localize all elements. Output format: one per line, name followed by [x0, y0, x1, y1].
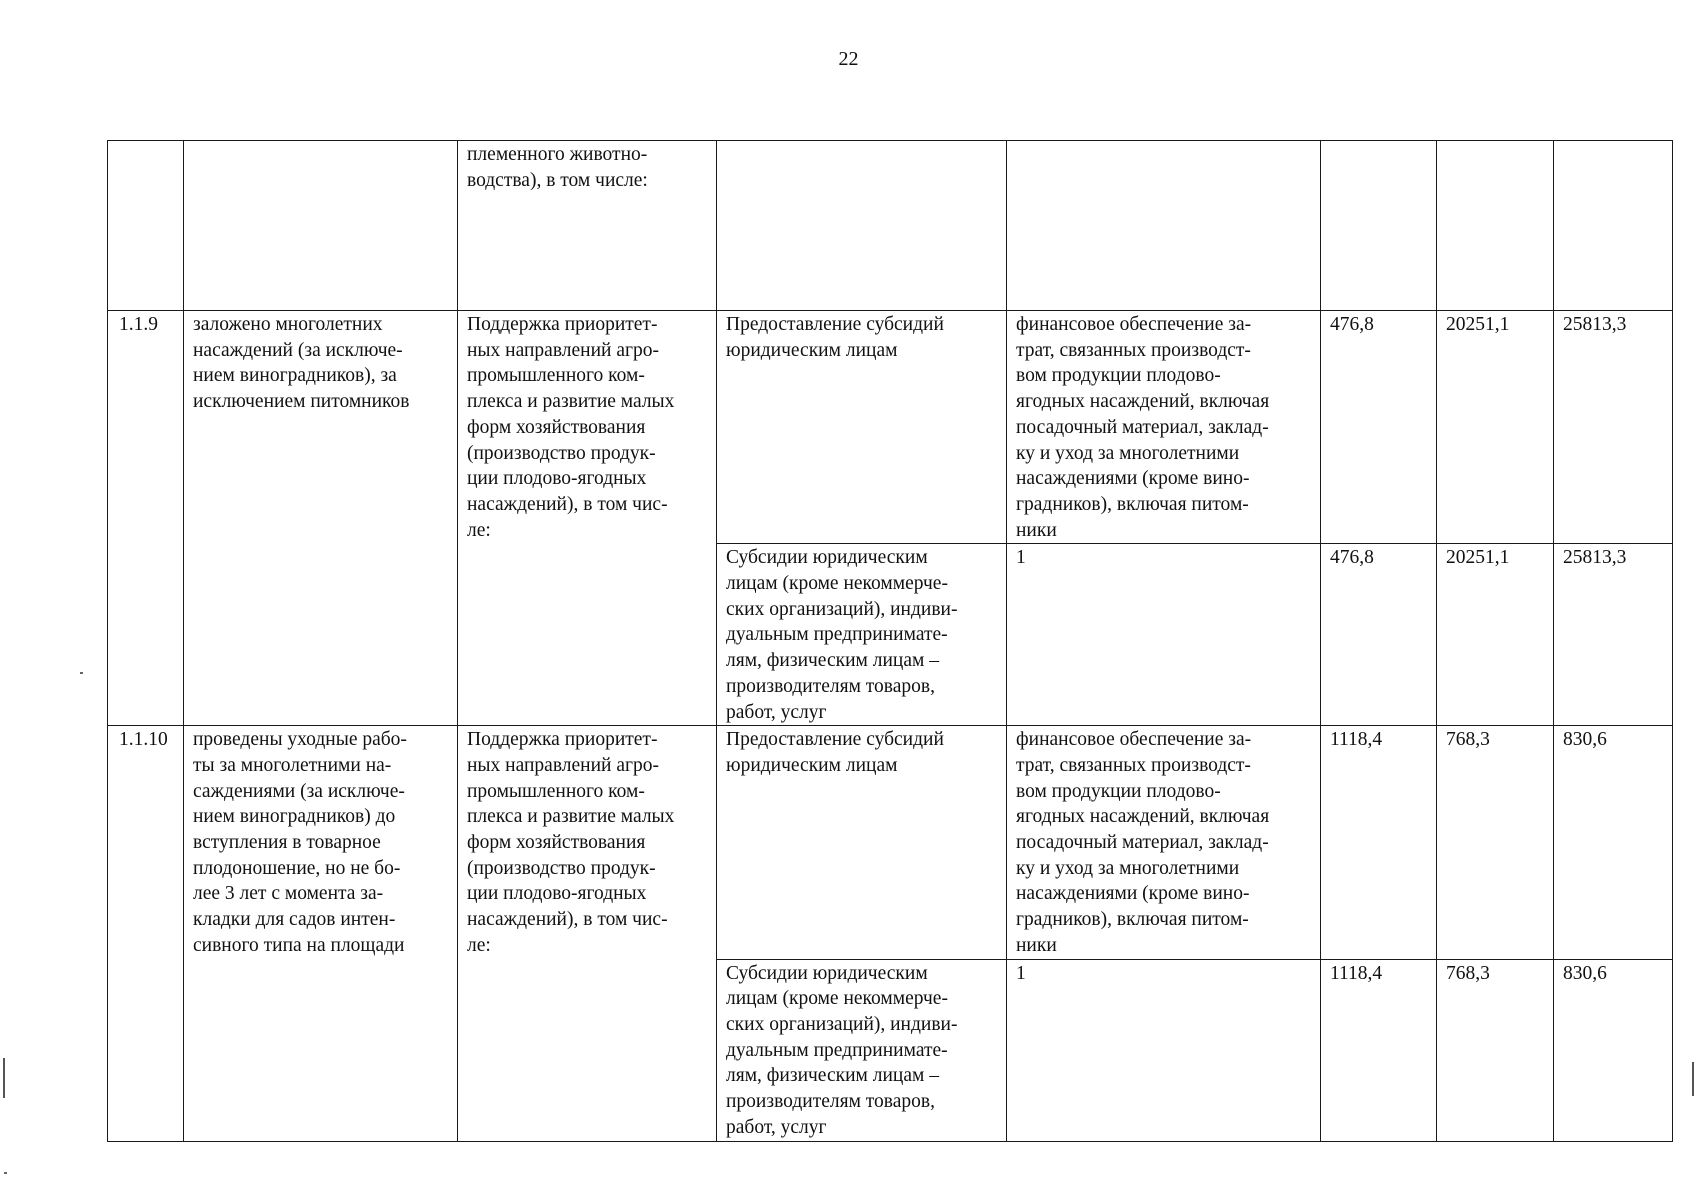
- row-number-cell: 1.1.10: [108, 726, 184, 1141]
- value-cell-3: [1554, 141, 1673, 311]
- table-row: [108, 141, 1673, 311]
- purpose-cell: [1007, 141, 1321, 311]
- value-cell-1: 1118,4: [1321, 959, 1437, 1141]
- result-cell: проведены уходные рабо- ты за многолетними на- саждениями (за исключе- нием виноградников) до вступления в товарное плодоношение, но не бо- лее 3 лет с момента за- кладки для садов интен- сивного типа на площади: [184, 726, 458, 1141]
- table-row: [108, 726, 1673, 959]
- purpose-cell: финансовое обеспечение за- трат, связанных производст- вом продукции плодово- ягодных насаждений, включая посадочный материал, заклад- ку и уход за многолетними насаждениями (кроме вино- градников), включая питом- ники: [1007, 726, 1321, 959]
- expense-type-cell: Предоставление субсидий юридическим лицам: [717, 726, 1007, 959]
- row-number-cell: [108, 141, 184, 311]
- value-cell-3: 830,6: [1554, 726, 1673, 959]
- purpose-cell: финансовое обеспечение за- трат, связанных производст- вом продукции плодово- ягодных насаждений, включая посадочный материал, заклад- ку и уход за многолетними насаждениями (кроме вино- градников), включая питом- ники: [1007, 311, 1321, 544]
- value-cell-2: 768,3: [1437, 959, 1554, 1141]
- budget-table: [107, 140, 1673, 1142]
- value-cell-1: 476,8: [1321, 311, 1437, 544]
- value-cell-2: [1437, 141, 1554, 311]
- value-cell-2: 20251,1: [1437, 311, 1554, 544]
- value-cell-1: [1321, 141, 1437, 311]
- row-number-cell: 1.1.9: [108, 311, 184, 726]
- purpose-cell: 1: [1007, 544, 1321, 726]
- expense-type-cell: Субсидии юридическим лицам (кроме некоммерче- ских организаций), индиви- дуальным предпринимате- лям, физическим лицам – производителям товаров, работ, услуг: [717, 959, 1007, 1141]
- value-cell-3: 25813,3: [1554, 544, 1673, 726]
- activity-cell: Поддержка приоритет- ных направлений агро- промышленного ком- плекса и развитие малых форм хозяйствования (производство продук- ции плодово-ягодных насаждений), в том чис- ле:: [458, 726, 717, 1141]
- value-cell-1: 1118,4: [1321, 726, 1437, 959]
- expense-type-cell: Субсидии юридическим лицам (кроме некоммерче- ских организаций), индиви- дуальным предпринимате- лям, физическим лицам – производителям товаров, работ, услуг: [717, 544, 1007, 726]
- scan-artifact: [4, 1172, 7, 1174]
- scan-artifact: [3, 1058, 5, 1098]
- value-cell-2: 768,3: [1437, 726, 1554, 959]
- purpose-cell: 1: [1007, 959, 1321, 1141]
- value-cell-2: 20251,1: [1437, 544, 1554, 726]
- activity-cell: племенного животно- водства), в том числе:: [458, 141, 717, 311]
- expense-type-cell: [717, 141, 1007, 311]
- value-cell-1: 476,8: [1321, 544, 1437, 726]
- result-cell: заложено многолетних насаждений (за исключе- нием виноградников), за исключением питомников: [184, 311, 458, 726]
- value-cell-3: 25813,3: [1554, 311, 1673, 544]
- scan-artifact: [1692, 1062, 1694, 1096]
- value-cell-3: 830,6: [1554, 959, 1673, 1141]
- expense-type-cell: Предоставление субсидий юридическим лицам: [717, 311, 1007, 544]
- scan-artifact: [80, 672, 83, 674]
- table-row: [108, 311, 1673, 544]
- activity-cell: Поддержка приоритет- ных направлений агро- промышленного ком- плекса и развитие малых форм хозяйствования (производство продук- ции плодово-ягодных насаждений), в том чис- ле:: [458, 311, 717, 726]
- page-number: 22: [838, 48, 859, 70]
- result-cell: [184, 141, 458, 311]
